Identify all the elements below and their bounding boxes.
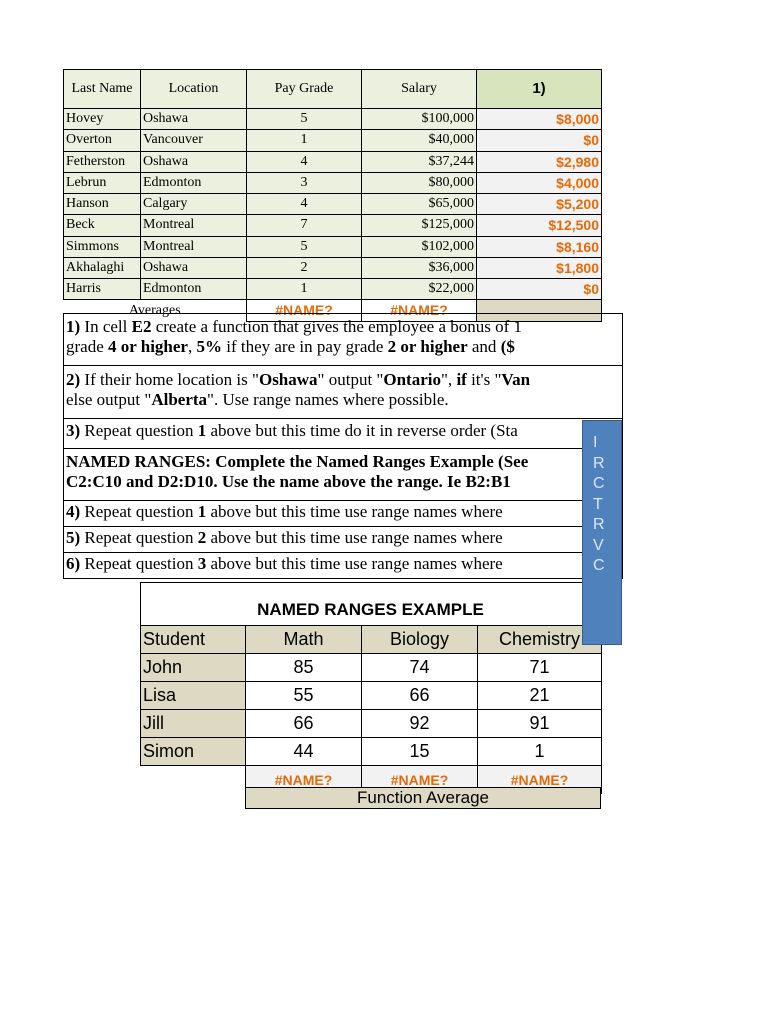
cell-location[interactable]: Oshawa [141,109,247,130]
cell-pay-grade[interactable]: 7 [247,215,362,236]
side-note-letter: V [593,536,604,554]
cell-math[interactable]: 66 [246,710,362,738]
side-note-letter: T [593,495,603,513]
header-chemistry[interactable]: Chemistry [478,626,602,654]
cell-pay-grade[interactable]: 3 [247,172,362,193]
question-5[interactable]: 5) Repeat question 2 above but this time use range names where [63,527,623,553]
header-question-1[interactable]: 1) [477,70,602,109]
table-row [64,279,602,300]
cell-chemistry[interactable]: 21 [478,682,602,710]
side-note-letter: C [593,557,605,574]
question-4[interactable]: 4) Repeat question 1 above but this time use range names where [63,501,623,527]
cell-bonus[interactable]: $4,000 [477,172,602,193]
cell-student[interactable]: Jill [141,710,246,738]
cell-pay-grade[interactable]: 5 [247,109,362,130]
questions-block [63,313,623,579]
results-blank [141,766,246,794]
cell-salary[interactable]: $65,000 [362,194,477,215]
cell-salary[interactable]: $125,000 [362,215,477,236]
cell-student[interactable]: John [141,654,246,682]
cell-biology[interactable]: 74 [362,654,478,682]
cell-math[interactable]: 85 [246,654,362,682]
question-2[interactable]: 2) If their home location is "Oshawa" output "Ontario", if it's "Van else output "Alberta". Use range names where possible. [63,366,623,419]
header-pay-grade[interactable]: Pay Grade [247,70,362,109]
cell-location[interactable]: Edmonton [141,172,247,193]
cell-chemistry[interactable]: 91 [478,710,602,738]
side-note-letter: I [593,434,598,451]
side-note-letter: R [593,516,605,533]
named-ranges-instructions[interactable]: NAMED RANGES: Complete the Named Ranges Example (See C2:C10 and D2:D10. Use the name above the range. Ie B2:B1 [63,449,623,501]
cell-location[interactable]: Calgary [141,194,247,215]
cell-location[interactable]: Oshawa [141,257,247,278]
named-ranges-table [140,625,602,794]
table-row [64,172,602,193]
table-row [64,151,602,172]
cell-chemistry[interactable]: 71 [478,654,602,682]
cell-last-name[interactable]: Fetherston [64,151,141,172]
cell-last-name[interactable]: Hovey [64,109,141,130]
cell-pay-grade[interactable]: 4 [247,151,362,172]
cell-last-name[interactable]: Akhalaghi [64,257,141,278]
question-6[interactable]: 6) Repeat question 3 above but this time use range names where [63,553,623,579]
table-row [64,109,602,130]
cell-last-name[interactable]: Simmons [64,236,141,257]
cell-chemistry[interactable]: 1 [478,738,602,766]
header-biology[interactable]: Biology [362,626,478,654]
payroll-table [63,69,602,322]
cell-salary[interactable]: $80,000 [362,172,477,193]
cell-bonus[interactable]: $12,500 [477,215,602,236]
cell-last-name[interactable]: Beck [64,215,141,236]
cell-salary[interactable]: $22,000 [362,279,477,300]
cell-salary[interactable]: $100,000 [362,109,477,130]
cell-bonus[interactable]: $5,200 [477,194,602,215]
question-1[interactable]: 1) In cell E2 create a function that gives the employee a bonus of 1 grade 4 or higher, 5% if they are in pay grade 2 or higher and ($ [63,314,623,366]
cell-salary[interactable]: $102,000 [362,236,477,257]
cell-bonus[interactable]: $2,980 [477,151,602,172]
header-salary[interactable]: Salary [362,70,477,109]
side-note-shape[interactable] [582,420,622,645]
cell-biology[interactable]: 92 [362,710,478,738]
header-student[interactable]: Student [141,626,246,654]
question-3[interactable]: 3) Repeat question 1 above but this time do it in reverse order (Sta [63,419,623,449]
cell-math[interactable]: 55 [246,682,362,710]
cell-location[interactable]: Montreal [141,215,247,236]
named-ranges-header-row [141,626,602,654]
function-average-label: Function Average [245,787,601,809]
cell-bonus[interactable]: $8,160 [477,236,602,257]
cell-biology[interactable]: 66 [362,682,478,710]
table-row [141,654,602,682]
table-row [141,710,602,738]
cell-bonus[interactable]: $8,000 [477,109,602,130]
cell-last-name[interactable]: Harris [64,279,141,300]
table-row [64,130,602,151]
result-math[interactable]: #NAME? [246,766,362,794]
cell-biology[interactable]: 15 [362,738,478,766]
average-salary[interactable]: #NAME? [362,300,477,321]
cell-student[interactable]: Lisa [141,682,246,710]
header-math[interactable]: Math [246,626,362,654]
cell-pay-grade[interactable]: 2 [247,257,362,278]
cell-pay-grade[interactable]: 1 [247,279,362,300]
cell-bonus[interactable]: $1,800 [477,257,602,278]
cell-location[interactable]: Montreal [141,236,247,257]
averages-label: Averages [128,302,181,318]
cell-bonus[interactable]: $0 [477,279,602,300]
cell-pay-grade[interactable]: 4 [247,194,362,215]
named-ranges-title: NAMED RANGES EXAMPLE [140,582,600,625]
cell-salary[interactable]: $40,000 [362,130,477,151]
table-row [141,682,602,710]
cell-pay-grade[interactable]: 1 [247,130,362,151]
cell-salary[interactable]: $36,000 [362,257,477,278]
cell-bonus[interactable]: $0 [477,130,602,151]
table-row [64,236,602,257]
cell-last-name[interactable]: Overton [64,130,141,151]
cell-location[interactable]: Oshawa [141,151,247,172]
cell-student[interactable]: Simon [141,738,246,766]
table-row [64,215,602,236]
cell-last-name[interactable]: Lebrun [64,172,141,193]
header-location[interactable]: Location [141,70,247,109]
table-row [141,738,602,766]
result-biology[interactable]: #NAME? [362,766,478,794]
cell-math[interactable]: 44 [246,738,362,766]
table-row [64,194,602,215]
cell-pay-grade[interactable]: 5 [247,236,362,257]
cell-location[interactable]: Vancouver [141,130,247,151]
average-pay-grade[interactable]: #NAME? [247,300,362,321]
side-note-letter: R [593,454,605,472]
result-chemistry[interactable]: #NAME? [478,766,602,794]
payroll-header-row [64,70,602,109]
cell-last-name[interactable]: Hanson [64,194,141,215]
side-note-letter: C [593,475,605,492]
cell-salary[interactable]: $37,244 [362,151,477,172]
table-row [64,257,602,278]
cell-location[interactable]: Edmonton [141,279,247,300]
header-last-name[interactable]: Last Name [64,70,141,109]
